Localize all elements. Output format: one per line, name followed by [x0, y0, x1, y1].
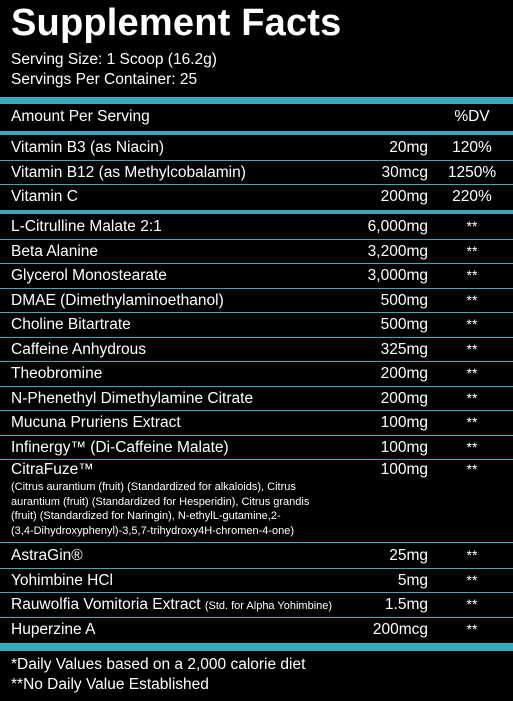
- ingredient-name-text: N-Phenethyl Dimethylamine Citrate: [11, 390, 254, 407]
- ingredient-name: [11, 569, 113, 593]
- ingredient-name: [11, 215, 162, 239]
- ingredient-name: [11, 338, 146, 362]
- ingredient-amount: 200mg: [380, 188, 428, 205]
- ingredient-dv: **: [466, 316, 478, 332]
- ingredient-amount: 1.5mg: [384, 596, 428, 613]
- footnote-no-dv: **No Daily Value Established: [11, 676, 209, 693]
- citrafuze-detail-line: (fruit) (Standardized for Naringin), N-ethylL-gutamine,2-: [11, 510, 281, 522]
- ingredient-name: [11, 313, 131, 337]
- vitamins-divider: [0, 210, 513, 214]
- panel-title: Supplement Facts: [11, 2, 342, 44]
- ingredient-name-text: AstraGin®: [11, 547, 83, 564]
- table-row: [0, 289, 513, 313]
- ingredient-name: [11, 593, 332, 618]
- table-header: [0, 105, 513, 129]
- servings-per-container: Servings Per Container: 25: [11, 71, 198, 88]
- amount-per-serving-label: Amount Per Serving: [11, 108, 150, 125]
- ingredient-name-text: Vitamin C: [11, 188, 78, 205]
- ingredient-amount: 25mg: [389, 547, 428, 564]
- ingredient-name: [11, 185, 78, 209]
- table-row: [0, 136, 513, 160]
- ingredient-dv: **: [466, 341, 478, 357]
- ingredient-name-text: Choline Bitartrate: [11, 316, 131, 333]
- ingredient-name: [11, 240, 98, 264]
- ingredient-dv: **: [466, 414, 478, 430]
- table-row: [0, 544, 513, 568]
- ingredient-name-text: DMAE (Dimethylaminoethanol): [11, 292, 224, 309]
- ingredient-dv: **: [466, 547, 478, 563]
- ingredient-name-text: Theobromine: [11, 365, 103, 382]
- table-row: [0, 569, 513, 593]
- citrafuze-detail-line: (3,4-Dihydroxyphenyl)-3,5,7-trihydroxy4H-chromen-4-one): [11, 524, 295, 537]
- ingredient-amount: 325mg: [380, 341, 428, 358]
- ingredient-dv: **: [466, 439, 478, 455]
- ingredient-amount: 5mg: [397, 572, 428, 589]
- ingredient-name-text: Mucuna Pruriens Extract: [11, 414, 181, 431]
- table-row: [0, 436, 513, 460]
- ingredient-amount: 3,000mg: [367, 267, 428, 284]
- ingredient-dv: 120%: [452, 139, 492, 156]
- table-row: [0, 362, 513, 386]
- ingredient-name: [11, 289, 224, 313]
- ingredient-name: [11, 618, 95, 642]
- table-row: [0, 215, 513, 239]
- ingredient-dv: **: [466, 390, 478, 406]
- ingredient-name-text: Yohimbine HCl: [11, 572, 113, 589]
- table-row: [0, 387, 513, 411]
- ingredient-amount: 20mg: [389, 139, 428, 156]
- ingredient-amount: 100mg: [380, 414, 428, 431]
- ingredient-dv: **: [466, 267, 478, 283]
- ingredient-amount: 200mg: [380, 390, 428, 407]
- ingredient-dv: **: [466, 218, 478, 234]
- ingredient-name-text: Rauwolfia Vomitoria Extract: [11, 596, 201, 613]
- ingredient-dv: **: [466, 243, 478, 259]
- table-row: [0, 338, 513, 362]
- ingredient-note: (Std. for Alpha Yohimbine): [204, 600, 333, 612]
- table-row: [0, 240, 513, 264]
- table-row: [0, 161, 513, 185]
- ingredient-amount: 30mcg: [381, 163, 428, 181]
- ingredient-dv: **: [466, 596, 478, 612]
- table-row: [0, 264, 513, 288]
- ingredient-dv: **: [466, 461, 478, 477]
- ingredient-name-text: Glycerol Monostearate: [11, 267, 167, 284]
- ingredient-name: [11, 544, 83, 568]
- ingredient-dv: **: [466, 292, 478, 308]
- ingredient-dv: 1250%: [447, 163, 497, 181]
- ingredient-name-text: Vitamin B3 (as Niacin): [11, 139, 165, 156]
- ingredient-dv: **: [466, 572, 478, 588]
- table-row: [0, 185, 513, 209]
- ingredient-name: [11, 136, 164, 160]
- ingredient-name: [11, 264, 167, 288]
- ingredient-name: CitraFuze™: [11, 461, 94, 478]
- ingredient-name: [11, 387, 253, 411]
- ingredient-name: [11, 436, 229, 460]
- table-row: [0, 618, 513, 642]
- ingredient-amount: 100mg: [380, 461, 428, 478]
- table-row: [0, 411, 513, 435]
- citrafuze-detail-line: (Citrus aurantium (fruit) (Standardized for alkaloids), Citrus: [11, 481, 296, 493]
- ingredient-name-text: Huperzine A: [11, 621, 96, 638]
- dv-header: %DV: [454, 108, 490, 125]
- row-divider: [0, 542, 513, 543]
- citrafuze-detail-line: aurantium (fruit) (Standardized for Hesperidin), Citrus grandis: [11, 495, 310, 508]
- ingredient-name-text: Vitamin B12 (as Methylcobalamin): [11, 163, 246, 181]
- ingredient-name-text: Infinergy™ (Di-Caffeine Malate): [11, 439, 229, 456]
- ingredient-amount: 500mg: [380, 316, 428, 333]
- ingredient-name: [11, 161, 246, 185]
- header-divider: [0, 131, 513, 135]
- ingredient-dv: **: [466, 365, 478, 381]
- ingredient-amount: 200mcg: [372, 621, 428, 638]
- table-row-citrafuze: [0, 458, 513, 542]
- footnote-daily-values: *Daily Values based on a 2,000 calorie diet: [11, 656, 306, 673]
- ingredient-amount: 500mg: [380, 292, 428, 309]
- table-row: [0, 593, 513, 617]
- ingredient-amount: 3,200mg: [367, 243, 428, 260]
- ingredient-amount: 100mg: [380, 439, 428, 456]
- ingredient-name-text: L-Citrulline Malate 2:1: [11, 218, 162, 235]
- ingredient-name: [11, 362, 102, 386]
- ingredient-amount: 6,000mg: [367, 218, 428, 235]
- citrafuze-detail: [11, 480, 351, 538]
- ingredient-dv: **: [466, 621, 478, 637]
- ingredient-name-text: Beta Alanine: [11, 243, 99, 260]
- bottom-divider: [0, 643, 513, 651]
- ingredient-name: [11, 411, 181, 435]
- table-row: [0, 313, 513, 337]
- thick-divider: [0, 97, 513, 104]
- ingredient-amount: 200mg: [380, 365, 428, 382]
- ingredient-name-text: Caffeine Anhydrous: [11, 341, 147, 358]
- ingredient-dv: 220%: [452, 188, 492, 205]
- serving-size: Serving Size: 1 Scoop (16.2g): [11, 51, 217, 68]
